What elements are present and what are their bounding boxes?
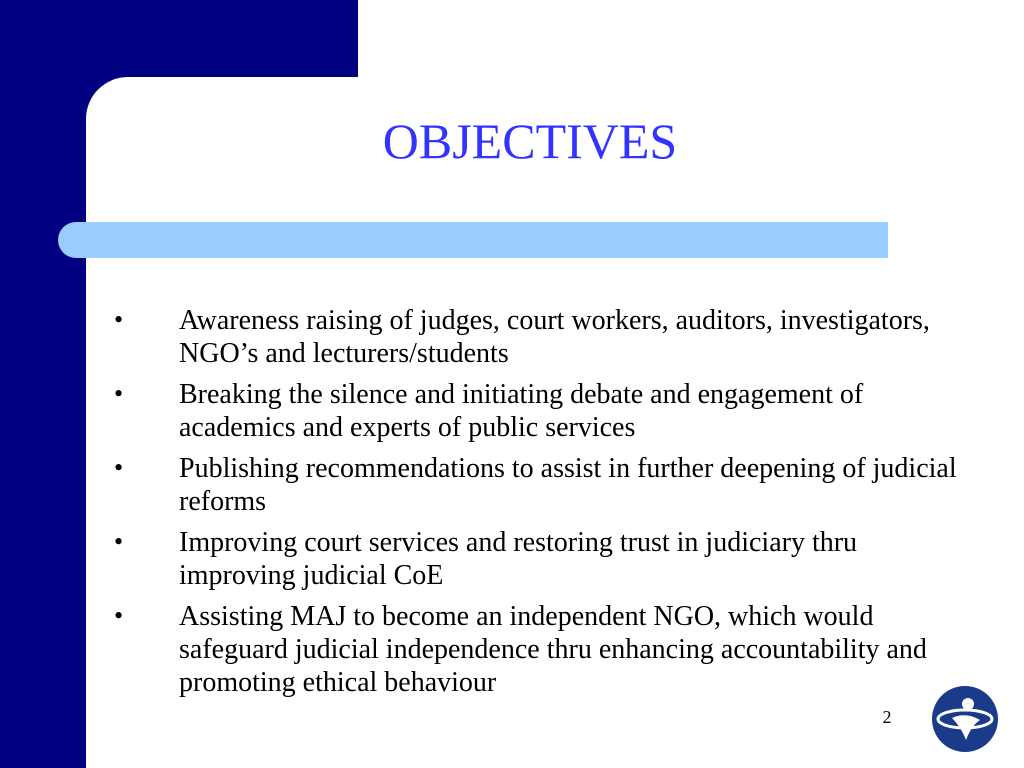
slide-title: OBJECTIVES [382,113,678,169]
bullet-text: Breaking the silence and initiating debate and engagement of academics and experts of public services [179,379,864,443]
page-number: 2 [882,707,892,727]
bullet-marker: • [114,453,124,482]
bullet-text: Awareness raising of judges, court workers, auditors, investigators, NGO’s and lecturers/students [179,305,930,369]
globe-figure-logo-icon [930,684,1000,754]
left-frame-band [0,0,86,768]
bullet-text: Publishing recommendations to assist in further deepening of judicial reforms [179,453,957,517]
bullet-list [108,304,968,707]
bullet-marker: • [114,305,124,334]
list-item [108,378,968,444]
bullet-marker: • [114,601,124,630]
top-frame-band [0,0,358,77]
list-item [108,526,968,592]
logo-figure-head [962,698,974,710]
bullet-marker: • [114,527,124,556]
title-accent-bar [58,222,888,258]
bullet-text: Improving court services and restoring trust in judiciary thru improving judicial CoE [179,527,858,591]
bullet-marker: • [114,379,124,408]
bullet-text: Assisting MAJ to become an independent NGO, which would safeguard judicial independence thru enhancing accountability and promoting ethical behaviour [179,601,927,698]
list-item [108,452,968,518]
list-item [108,600,968,699]
list-item [108,304,968,370]
